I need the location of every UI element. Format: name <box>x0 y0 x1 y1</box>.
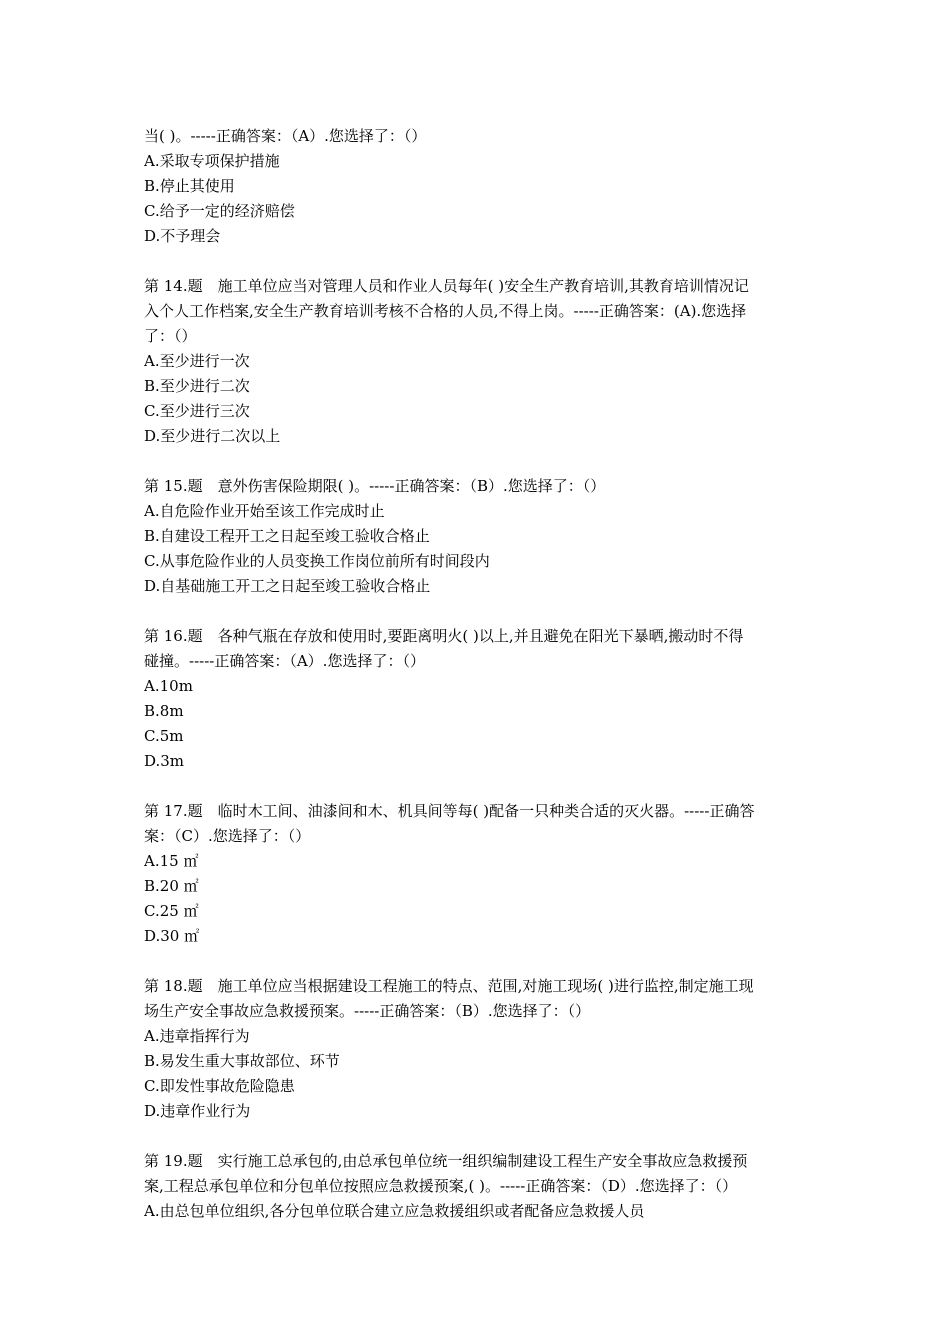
question-text-line: 第 16.题 各种气瓶在存放和使用时,要距离明火( )以上,并且避免在阳光下暴晒,搬动时不得 <box>144 627 744 645</box>
option-d: D.不予理会 <box>144 227 221 245</box>
question-text-line: 案,工程总承包单位和分包单位按照应急救援预案,( )。-----正确答案：（D）.您选择了：（） <box>144 1177 738 1195</box>
option-c: C.至少进行三次 <box>144 402 250 420</box>
question-text-line: 了：（） <box>144 327 197 345</box>
block-spacer <box>144 249 812 274</box>
option-b: B.8m <box>144 702 184 720</box>
option-c: C.25 ㎡ <box>144 902 199 920</box>
option-c: C.5m <box>144 727 184 745</box>
question-text-line: 第 14.题 施工单位应当对管理人员和作业人员每年( )安全生产教育培训,其教育培训情况记 <box>144 277 749 295</box>
option-d: D.3m <box>144 752 185 770</box>
question-text-line: 入个人工作档案,安全生产教育培训考核不合格的人员,不得上岗。-----正确答案：(A).您选择 <box>144 302 747 320</box>
option-a: A.违章指挥行为 <box>144 1027 250 1045</box>
option-d: D.至少进行二次以上 <box>144 427 281 445</box>
option-a: A.15 ㎡ <box>144 852 199 870</box>
block-spacer <box>144 774 812 799</box>
option-b: B.自建设工程开工之日起至竣工验收合格止 <box>144 527 430 545</box>
option-d: D.30 ㎡ <box>144 927 200 945</box>
question-block-13 <box>144 124 812 249</box>
block-spacer <box>144 1124 812 1149</box>
option-c: C.给予一定的经济赔偿 <box>144 202 295 220</box>
question-text-line: 案：（C）.您选择了：（） <box>144 827 311 845</box>
block-spacer <box>144 949 812 974</box>
question-text-line: 第 15.题 意外伤害保险期限( )。-----正确答案：（B）.您选择了：（） <box>144 477 606 495</box>
question-text-line: 当( )。-----正确答案：（A）.您选择了：（） <box>144 127 427 145</box>
question-text-line: 场生产安全事故应急救援预案。-----正确答案：（B）.您选择了：（） <box>144 1002 591 1020</box>
option-d: D.违章作业行为 <box>144 1102 251 1120</box>
document-page <box>144 124 812 1224</box>
option-b: B.20 ㎡ <box>144 877 199 895</box>
option-a: A.由总包单位组织,各分包单位联合建立应急救援组织或者配备应急救援人员 <box>144 1202 645 1220</box>
question-text-line: 碰撞。-----正确答案：（A）.您选择了：（） <box>144 652 425 670</box>
question-block-14 <box>144 274 812 449</box>
option-c: C.即发性事故危险隐患 <box>144 1077 295 1095</box>
option-d: D.自基础施工开工之日起至竣工验收合格止 <box>144 577 431 595</box>
question-block-17 <box>144 799 812 949</box>
question-text-line: 第 19.题 实行施工总承包的,由总承包单位统一组织编制建设工程生产安全事故应急救援预 <box>144 1152 748 1170</box>
option-b: B.易发生重大事故部位、环节 <box>144 1052 340 1070</box>
option-c: C.从事危险作业的人员变换工作岗位前所有时间段内 <box>144 552 490 570</box>
option-a: A.10m <box>144 677 193 695</box>
option-a: A.采取专项保护措施 <box>144 152 280 170</box>
question-block-16 <box>144 624 812 774</box>
option-a: A.至少进行一次 <box>144 352 250 370</box>
question-block-15 <box>144 474 812 599</box>
question-text-line: 第 17.题 临时木工间、油漆间和木、机具间等每( )配备一只种类合适的灭火器。-----正确答 <box>144 802 755 820</box>
block-spacer <box>144 449 812 474</box>
option-b: B.停止其使用 <box>144 177 235 195</box>
option-a: A.自危险作业开始至该工作完成时止 <box>144 502 385 520</box>
block-spacer <box>144 599 812 624</box>
question-text-line: 第 18.题 施工单位应当根据建设工程施工的特点、范围,对施工现场( )进行监控,制定施工现 <box>144 977 754 995</box>
question-block-19 <box>144 1149 812 1224</box>
option-b: B.至少进行二次 <box>144 377 250 395</box>
question-block-18 <box>144 974 812 1124</box>
